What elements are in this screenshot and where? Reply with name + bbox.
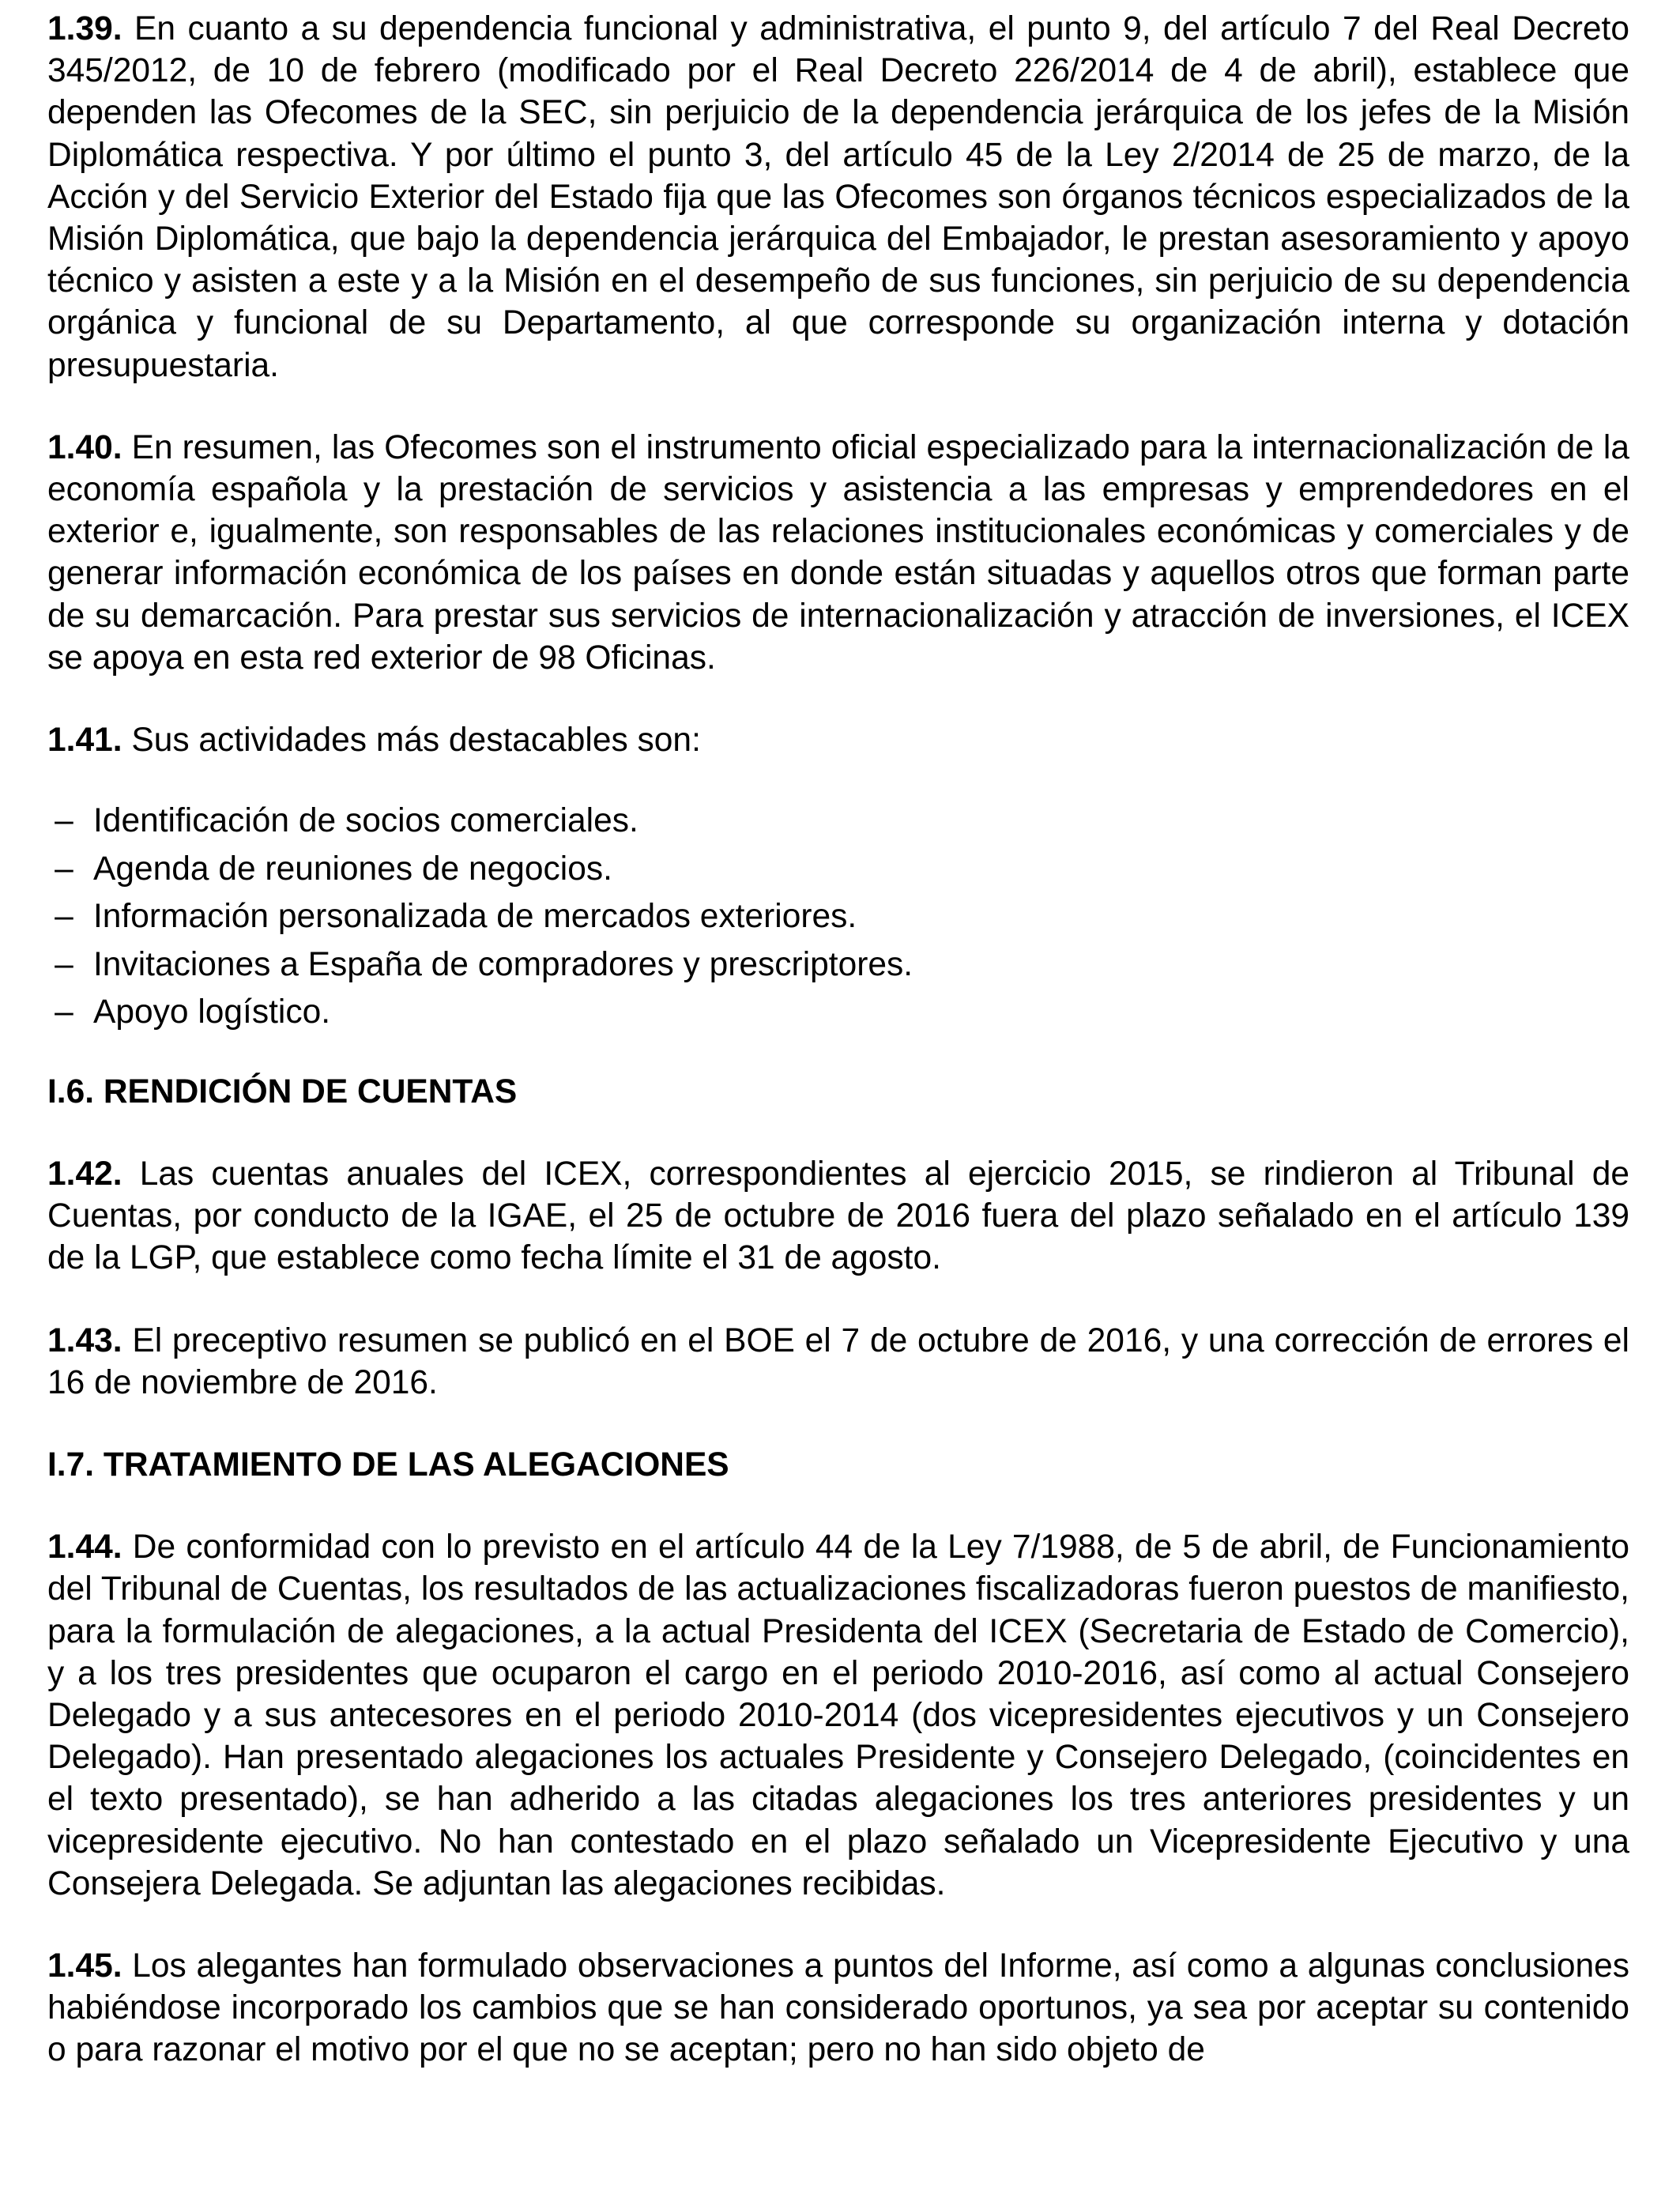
paragraph-number: 1.45. — [47, 1947, 122, 1985]
paragraph-number: 1.43. — [47, 1321, 122, 1359]
list-item-text: Identificación de socios comerciales. — [93, 802, 638, 840]
section-heading-rendicion-cuentas: I.6. RENDICIÓN DE CUENTAS — [47, 1072, 518, 1110]
list-item — [47, 941, 1629, 990]
list-item — [47, 846, 1629, 894]
paragraph-number: 1.42. — [47, 1155, 122, 1193]
paragraph-1-39 — [47, 8, 1629, 386]
list-item-text: Apoyo logístico. — [93, 993, 331, 1031]
paragraph-1-43 — [47, 1320, 1629, 1404]
list-item — [47, 989, 1629, 1037]
paragraph-number: 1.39. — [47, 10, 122, 47]
list-item — [47, 797, 1629, 846]
activities-list — [47, 797, 1629, 1037]
paragraph-text: Sus actividades más destacables son: — [131, 722, 701, 760]
paragraph-1-42 — [47, 1153, 1629, 1280]
list-item-text: Información personalizada de mercados exteriores. — [93, 898, 857, 936]
dash-bullet-icon: – — [55, 945, 73, 983]
dash-bullet-icon: – — [55, 802, 73, 840]
dash-bullet-icon: – — [55, 898, 73, 936]
dash-bullet-icon: – — [55, 850, 73, 888]
paragraph-number: 1.41. — [47, 722, 122, 760]
list-item — [47, 893, 1629, 941]
list-item-text: Invitaciones a España de compradores y prescriptores. — [93, 945, 913, 983]
dash-bullet-icon: – — [55, 993, 73, 1031]
paragraph-text: En cuanto a su dependencia funcional y administrativa, el punto 9, del artículo 7 del Real Decreto 345/2012, de 10 de febrero (modificado por el Real Decreto 226/2014 de 4 de abril), establece que dependen las Ofecomes de la SEC, sin perjuicio de la dependencia jerárquica de los jefes de la Misión Diplomática respectiva. Y por último el punto 3, del artículo 45 de la Ley 2/2014 de 25 de marzo, de la Acción y del Servicio Exterior del Estado fija que las Ofecomes son órganos técnicos especializados de la Misión Diplomática, que bajo la dependencia jerárquica del Embajador, le prestan asesoramiento y apoyo técnico y asisten a este y a la Misión en el desempeño de sus funciones, sin perjuicio de su dependencia orgánica y funcional de su Departamento, al que corresponde su organización interna y dotación presupuestaria. — [47, 10, 1629, 384]
paragraph-1-44 — [47, 1526, 1629, 1905]
paragraph-text: En resumen, las Ofecomes son el instrumento oficial especializado para la internacionalización de la economía española y la prestación de servicios y asistencia a las empresas y emprendedores en el exterior e, igualmente, son responsables de las relaciones institucionales económicas y comerciales y de generar información económica de los países en donde están situadas y aquellos otros que forman parte de su demarcación. Para prestar sus servicios de internacionalización y atracción de inversiones, el ICEX se apoya en esta red exterior de 98 Oficinas. — [47, 428, 1629, 677]
paragraph-1-45 — [47, 1945, 1629, 2071]
paragraph-text: El preceptivo resumen se publicó en el BOE el 7 de octubre de 2016, y una corrección de errores el 16 de noviembre de 2016. — [47, 1321, 1629, 1401]
section-heading-tratamiento-alegaciones: I.7. TRATAMIENTO DE LAS ALEGACIONES — [47, 1446, 729, 1483]
paragraph-text: Los alegantes han formulado observaciones a puntos del Informe, así como a algunas conclusiones habiéndose incorporado los cambios que se han considerado oportunos, ya sea por aceptar su contenido o para razonar el motivo por el que no se aceptan; pero no han sido objeto de — [47, 1947, 1629, 2069]
paragraph-text: De conformidad con lo previsto en el artículo 44 de la Ley 7/1988, de 5 de abril, de Funcionamiento del Tribunal de Cuentas, los resultados de las actualizaciones fiscalizadoras fueron puestos de manifiesto, para la formulación de alegaciones, a la actual Presidenta del ICEX (Secretaria de Estado de Comercio), y a los tres presidentes que ocuparon el cargo en el periodo 2010-2016, así como al actual Consejero Delegado y a sus antecesores en el periodo 2010-2014 (dos vicepresidentes ejecutivos y un Consejero Delegado). Han presentado alegaciones los actuales Presidente y Consejero Delegado, (coincidentes en el texto presentado), se han adherido a las citadas alegaciones los tres anteriores presidentes y un vicepresidente ejecutivo. No han contestado en el plazo señalado un Vicepresidente Ejecutivo y una Consejera Delegada. Se adjuntan las alegaciones recibidas. — [47, 1529, 1630, 1902]
paragraph-1-40 — [47, 427, 1629, 679]
list-item-text: Agenda de reuniones de negocios. — [93, 850, 612, 888]
paragraph-number: 1.44. — [47, 1529, 122, 1566]
paragraph-1-41 — [47, 719, 1629, 761]
paragraph-number: 1.40. — [47, 428, 122, 466]
paragraph-text: Las cuentas anuales del ICEX, correspondientes al ejercicio 2015, se rindieron al Tribunal de Cuentas, por conducto de la IGAE, el 25 de octubre de 2016 fuera del plazo señalado en el artículo 139 de la LGP, que establece como fecha límite el 31 de agosto. — [47, 1155, 1629, 1277]
